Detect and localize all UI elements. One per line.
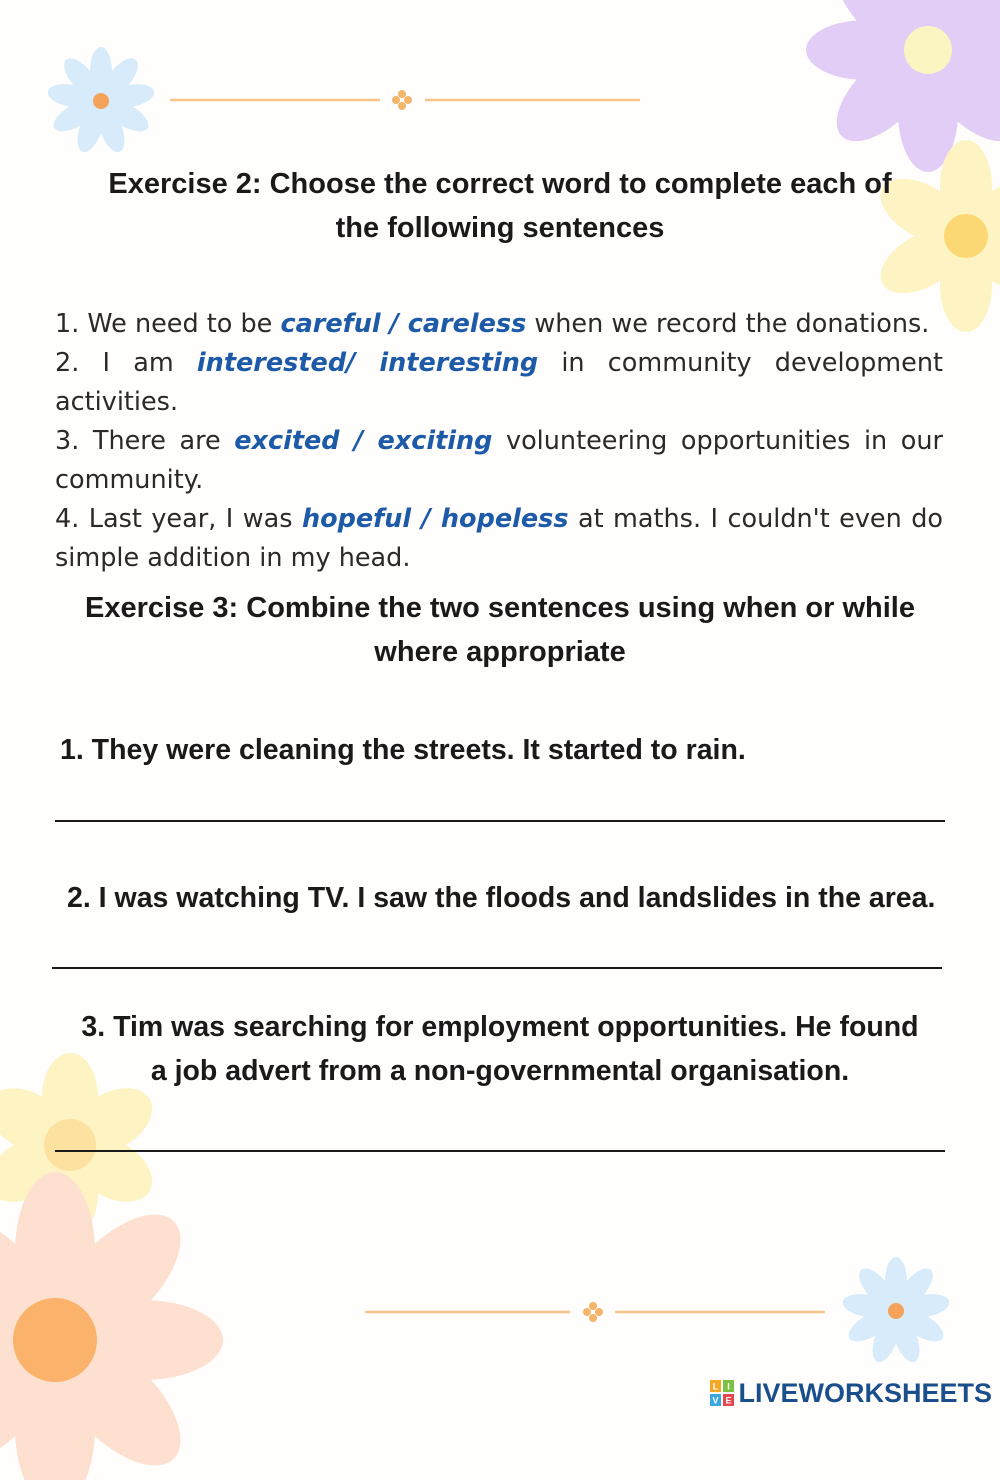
- logo-letter: L: [713, 1381, 719, 1392]
- word-choice[interactable]: hopeful / hopeless: [301, 504, 569, 534]
- logo-letter: I: [727, 1381, 731, 1392]
- word-choice[interactable]: interested/ interesting: [196, 348, 539, 378]
- sentence-text: volunteering opportunities in our community.: [55, 426, 943, 495]
- exercise2-title: [80, 162, 920, 250]
- sentence-text: at maths. I couldn't even do simple addition in my head.: [55, 504, 943, 573]
- exercise2-sentence-1: [55, 305, 943, 344]
- exercise3-title-line2: where appropriate: [374, 636, 626, 668]
- answer-line-1[interactable]: [55, 820, 945, 822]
- answer-line-3[interactable]: [55, 1150, 945, 1152]
- flower-blue-top-left-icon: [45, 45, 157, 157]
- sentence-text: 3. There are: [55, 426, 235, 456]
- flower-peach-bottom-left-icon: [0, 1160, 230, 1480]
- exercise3-question-1: 1. They were cleaning the streets. It started to rain.: [60, 734, 746, 766]
- word-choice[interactable]: careful / careless: [280, 309, 527, 339]
- exercise3-question-2: 2. I was watching TV. I saw the floods and landslides in the area.: [67, 882, 936, 914]
- exercise2-title-line2: the following sentences: [335, 212, 665, 244]
- exercise3-title-line1: Exercise 3: Combine the two sentences using when or while: [85, 592, 915, 624]
- word-choice[interactable]: excited / exciting: [234, 426, 493, 456]
- logo-letter: V: [712, 1395, 719, 1406]
- sentence-text: 1. We need to be: [55, 309, 281, 339]
- brand-name: LIVEWORKSHEETS: [738, 1377, 992, 1408]
- sentence-text: 4. Last year, I was: [55, 504, 302, 534]
- flower-blue-bottom-right-icon: [840, 1255, 952, 1367]
- divider-ornament-bottom-icon: [365, 1300, 825, 1324]
- exercise2-title-line1: Exercise 2: Choose the correct word to complete each of: [108, 168, 892, 200]
- liveworksheets-logo: [710, 1378, 992, 1408]
- divider-ornament-top-icon: [170, 88, 640, 112]
- liveworksheets-blocks-icon: [710, 1380, 734, 1406]
- question-3-line1: 3. Tim was searching for employment opportunities. He found: [81, 1011, 919, 1043]
- sentence-text: when we record the donations.: [526, 309, 930, 339]
- exercise2-sentence-list: [55, 305, 943, 578]
- question-3-line2: a job advert from a non-governmental organisation.: [150, 1055, 850, 1087]
- logo-letter: E: [725, 1395, 732, 1406]
- answer-line-2[interactable]: [52, 967, 942, 969]
- sentence-text: 2. I am: [55, 348, 197, 378]
- exercise2-sentence-4: [55, 500, 943, 578]
- sentence-text: in community development activities.: [55, 348, 943, 417]
- exercise3-question-3: [60, 1005, 940, 1093]
- exercise3-title: [80, 586, 920, 674]
- exercise2-sentence-3: [55, 422, 943, 500]
- exercise2-sentence-2: [55, 344, 943, 422]
